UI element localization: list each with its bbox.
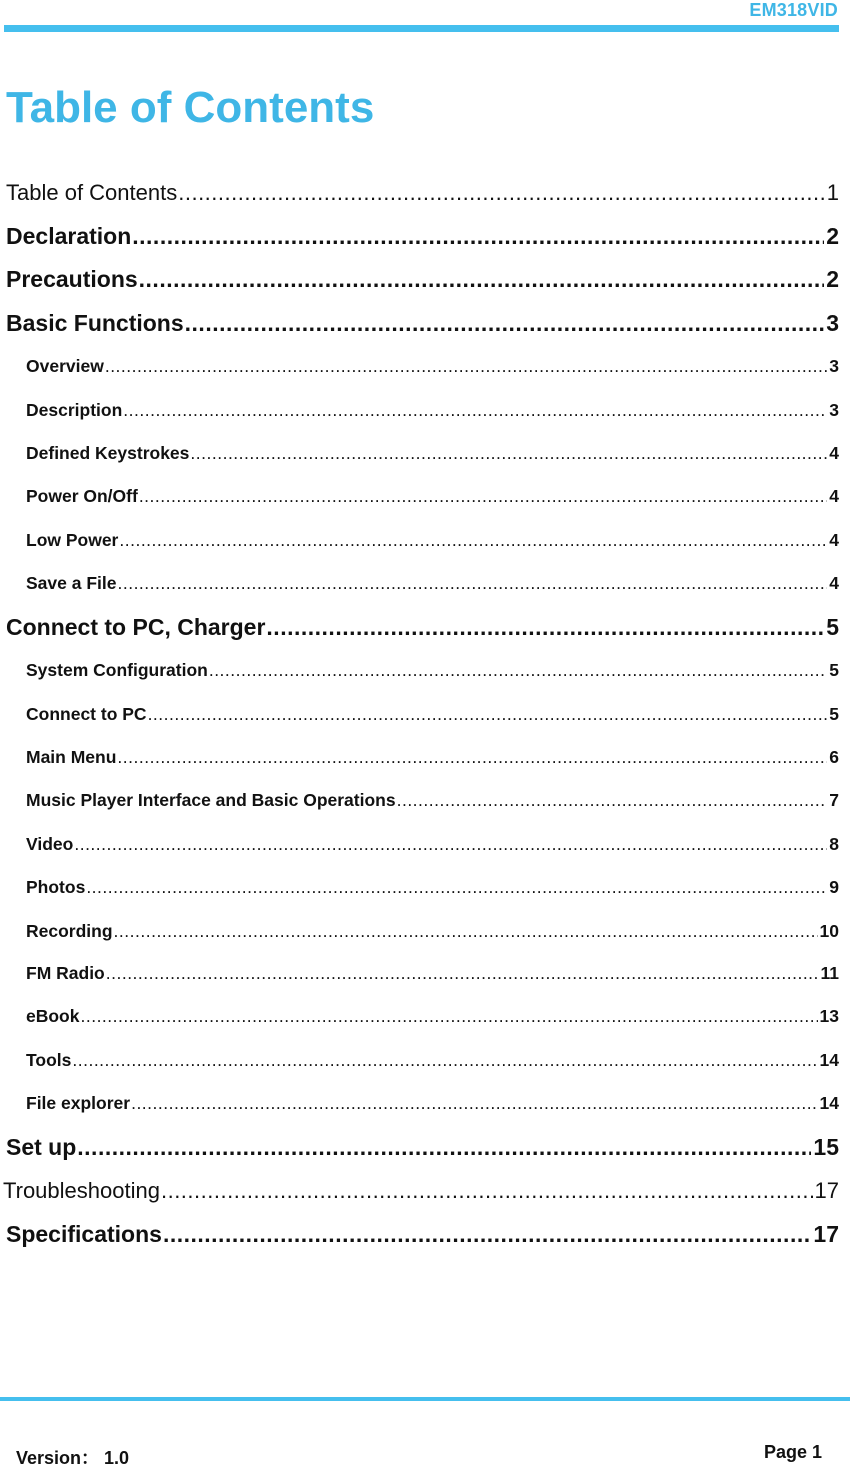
toc-leader-dots [161, 1178, 813, 1204]
toc-entry-label: Declaration [6, 223, 132, 249]
toc-leader-dots [209, 660, 827, 681]
toc-leader-dots [72, 1050, 817, 1071]
toc-leader-dots [163, 1221, 811, 1248]
toc-page-number: 5 [826, 614, 839, 640]
toc-entry-fm-radio[interactable] [26, 963, 839, 984]
toc-entry-system-configuration[interactable] [26, 660, 839, 681]
toc-page-number: 3 [826, 310, 839, 336]
toc-leader-dots [77, 1134, 811, 1161]
toc-entry-label: Precautions [6, 266, 138, 292]
toc-entry-label: Photos [26, 877, 86, 897]
toc-entry-file-explorer[interactable] [26, 1093, 839, 1114]
toc-leader-dots [148, 704, 828, 725]
toc-entry-table-of-contents[interactable] [6, 180, 839, 206]
version-label: Version： 1.0 [16, 1448, 130, 1468]
toc-leader-dots [132, 223, 824, 250]
toc-entry-main-menu[interactable] [26, 747, 839, 768]
toc-leader-dots [106, 963, 819, 984]
toc-entry-photos[interactable] [26, 877, 839, 898]
toc-entry-save-a-file[interactable] [26, 573, 839, 594]
toc-entry-label: System Configuration [26, 660, 208, 680]
toc-page-number: 1 [826, 180, 839, 205]
toc-entry-label: Overview [26, 356, 104, 376]
page-number-label: Page 1 [763, 1442, 822, 1462]
toc-entry-specifications[interactable] [6, 1221, 839, 1248]
toc-leader-dots [397, 790, 828, 811]
toc-page-number: 4 [829, 443, 839, 463]
toc-entry-label: Troubleshooting [3, 1178, 160, 1203]
toc-leader-dots [139, 486, 827, 507]
toc-entry-label: FM Radio [26, 963, 105, 983]
page-title: Table of Contents [6, 83, 375, 132]
toc-entry-set-up[interactable] [6, 1134, 839, 1161]
toc-page-number: 4 [829, 530, 839, 550]
toc-page-number: 11 [820, 963, 839, 983]
toc-page-number: 3 [829, 356, 839, 376]
toc-leader-dots [86, 877, 827, 898]
toc-leader-dots [185, 310, 825, 337]
toc-entry-description[interactable] [26, 400, 839, 421]
toc-page-number: 7 [829, 790, 839, 810]
toc-leader-dots [139, 266, 825, 293]
toc-entry-label: Defined Keystrokes [26, 443, 190, 463]
toc-leader-dots [105, 356, 827, 377]
toc-entry-low-power[interactable] [26, 530, 839, 551]
toc-page-number: 13 [819, 1006, 839, 1026]
toc-leader-dots [131, 1093, 817, 1114]
toc-entry-music-player[interactable] [26, 790, 839, 811]
toc-entry-label: Main Menu [26, 747, 117, 767]
toc-entry-label: Save a File [26, 573, 117, 593]
toc-leader-dots [114, 921, 818, 942]
toc-page-number: 17 [814, 1178, 839, 1203]
toc-page-number: 5 [829, 660, 839, 680]
toc-entry-label: Connect to PC [26, 704, 147, 724]
toc-entry-tools[interactable] [26, 1050, 839, 1071]
toc-entry-overview[interactable] [26, 356, 839, 377]
document-model-label: EM318VID [749, 0, 838, 20]
toc-page-number: 2 [826, 266, 839, 292]
toc-page-number: 4 [829, 573, 839, 593]
toc-entry-label: Table of Contents [6, 180, 178, 205]
toc-entry-label: Video [26, 834, 74, 854]
toc-entry-connect-to-pc[interactable] [26, 704, 839, 725]
toc-entry-label: Set up [6, 1134, 77, 1160]
toc-leader-dots [123, 400, 827, 421]
toc-entry-label: Low Power [26, 530, 119, 550]
toc-page-number: 14 [819, 1050, 839, 1070]
toc-page-number: 4 [829, 486, 839, 506]
toc-leader-dots [74, 834, 827, 855]
toc-entry-label: Description [26, 400, 123, 420]
toc-leader-dots [119, 530, 827, 551]
toc-entry-troubleshooting[interactable] [3, 1178, 839, 1204]
toc-entry-declaration[interactable] [6, 223, 839, 250]
toc-page-number: 17 [813, 1221, 839, 1247]
toc-entry-label: Music Player Interface and Basic Operations [26, 790, 396, 810]
toc-page-number: 8 [829, 834, 839, 854]
toc-leader-dots [178, 180, 825, 206]
toc-leader-dots [190, 443, 827, 464]
toc-page-number: 3 [829, 400, 839, 420]
toc-entry-connect-to-pc-charger[interactable] [6, 614, 839, 641]
toc-entry-label: Tools [26, 1050, 72, 1070]
toc-page-number: 6 [829, 747, 839, 767]
toc-entry-label: eBook [26, 1006, 80, 1026]
toc-page-number: 9 [829, 877, 839, 897]
toc-entry-precautions[interactable] [6, 266, 839, 293]
toc-page-number: 5 [829, 704, 839, 724]
toc-leader-dots [117, 573, 827, 594]
toc-entry-label: Connect to PC, Charger [6, 614, 266, 640]
toc-entry-basic-functions[interactable] [6, 310, 839, 337]
toc-entry-label: Recording [26, 921, 113, 941]
toc-leader-dots [266, 614, 824, 641]
toc-entry-label: File explorer [26, 1093, 131, 1113]
toc-entry-label: Basic Functions [6, 310, 184, 336]
toc-entry-ebook[interactable] [26, 1006, 839, 1027]
toc-page-number: 2 [826, 223, 839, 249]
toc-entry-defined-keystrokes[interactable] [26, 443, 839, 464]
toc-page-number: 14 [819, 1093, 839, 1113]
toc-page-number: 10 [819, 921, 839, 941]
toc-entry-label: Power On/Off [26, 486, 138, 506]
toc-leader-dots [117, 747, 827, 768]
toc-page-number: 15 [813, 1134, 839, 1160]
toc-entry-recording[interactable] [26, 921, 839, 942]
toc-entry-label: Specifications [6, 1221, 162, 1247]
footer-divider [0, 1397, 850, 1401]
toc-entry-power-on-off[interactable] [26, 486, 839, 507]
toc-entry-video[interactable] [26, 834, 839, 855]
toc-leader-dots [80, 1006, 817, 1027]
